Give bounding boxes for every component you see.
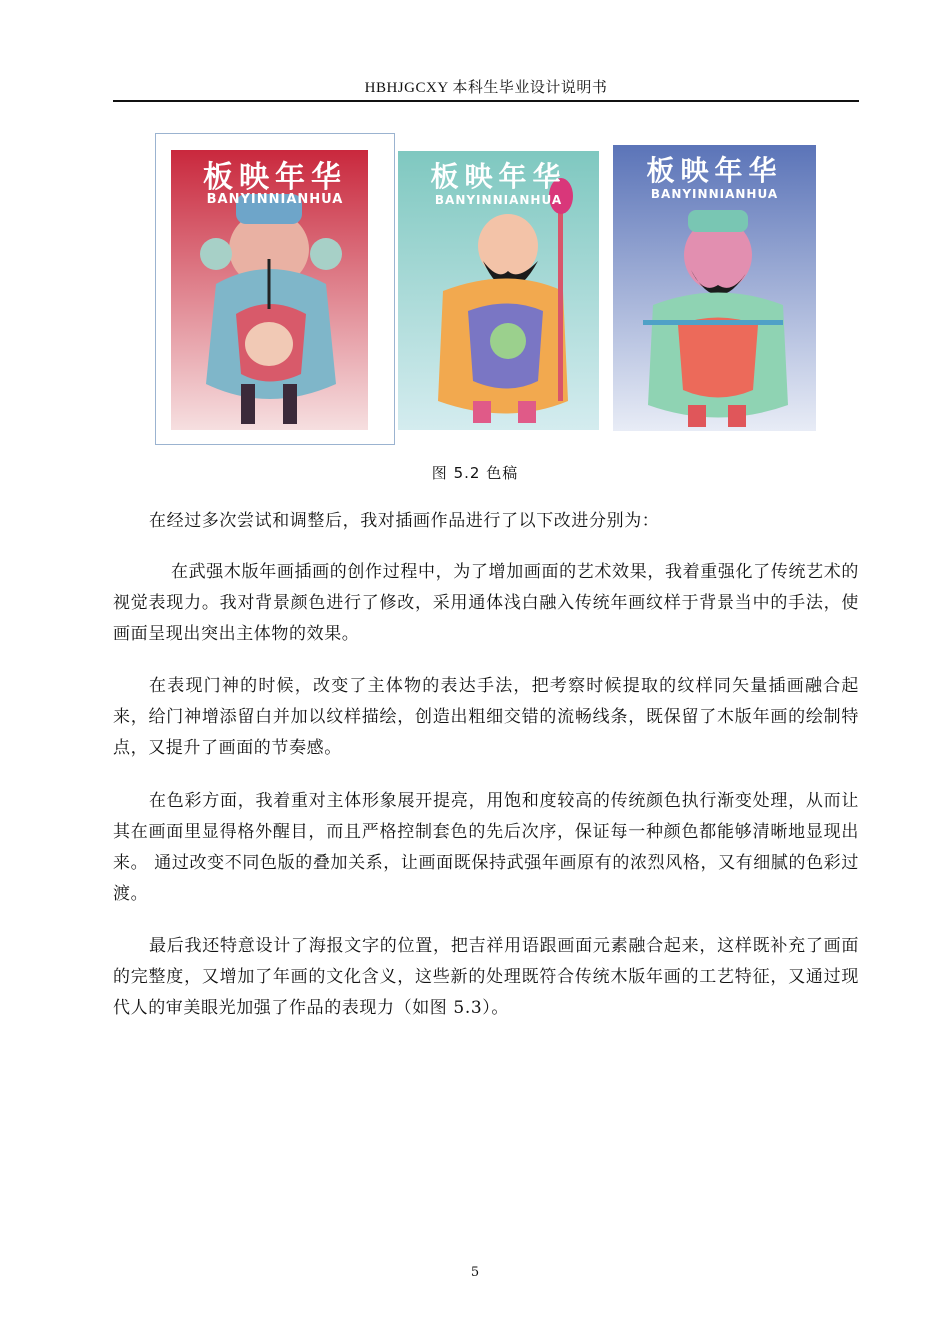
paragraph-1: 在武强木版年画插画的创作过程中，为了增加画面的艺术效果，我着重强化了传统艺术的视觉表现力。我对背景颜色进行了修改，采用通体浅白融入传统年画纹样于背景当中的手法，使画面呈现出突出主体物的效果。 (113, 562, 859, 644)
header-rule (113, 100, 859, 102)
poster-red-title: 板映年华 (203, 160, 347, 195)
poster-blue-subtitle: BANYINNIANHUA (650, 187, 779, 201)
intro-paragraph: 在经过多次尝试和调整后，我对插画作品进行了以下改进分别为： (149, 511, 660, 531)
poster-teal-subtitle: BANYINNIANHUA (434, 193, 563, 207)
figure-color-drafts (155, 133, 820, 445)
poster-teal-title: 板映年华 (430, 160, 567, 193)
paragraph-4: 最后我还特意设计了海报文字的位置，把吉祥用语跟画面元素融合起来，这样既补充了画面的完整度，又增加了年画的文化含义，这些新的处理既符合传统木版年画的工艺特征，又通过现代人的审美眼光加强了作品的表现力（如图 5.3）。 (113, 936, 859, 1018)
poster-red-subtitle: BANYINNIANHUA (206, 192, 344, 207)
paragraph-2: 在表现门神的时候，改变了主体物的表达手法，把考察时候提取的纹样同矢量插画融合起来，给门神增添留白并加以纹样描绘，创造出粗细交错的流畅线条，既保留了木版年画的绘制特点，又提升了画面的节奏感。 (113, 676, 859, 758)
poster-red (155, 133, 395, 445)
page-header: HBHJGCXY 本科生毕业设计说明书 (364, 80, 608, 96)
paragraph-3: 在色彩方面，我着重对主体形象展开提亮，用饱和度较高的传统颜色执行渐变处理，从而让其在画面里显得格外醒目，而且严格控制套色的先后次序，保证每一种颜色都能够清晰地显现出来。 通过改变不同色版的叠加关系，让画面既保持武强年画原有的浓烈风格，又有细腻的色彩过渡。 (113, 791, 859, 904)
poster-blue (613, 145, 816, 431)
poster-blue-title: 板映年华 (646, 154, 783, 187)
poster-teal (398, 151, 599, 430)
figure-caption: 图 5.2 色稿 (431, 464, 519, 482)
page-number: 5 (470, 1265, 480, 1280)
